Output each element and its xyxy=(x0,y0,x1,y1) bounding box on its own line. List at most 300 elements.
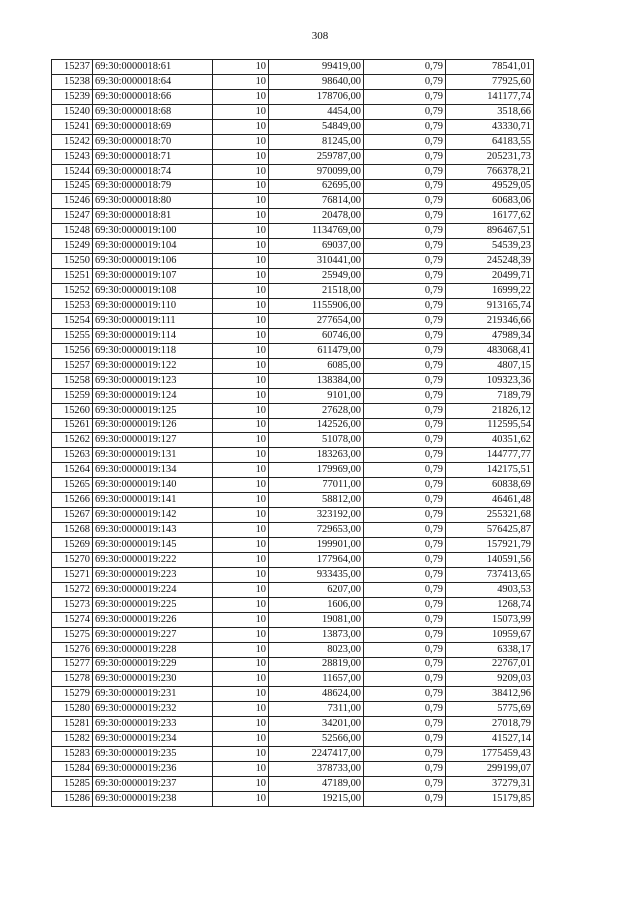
rate-cell: 0,79 xyxy=(364,508,446,523)
row-number-cell: 15266 xyxy=(52,493,93,508)
row-number-cell: 15270 xyxy=(52,552,93,567)
table-row xyxy=(52,642,534,657)
rate-cell: 0,79 xyxy=(364,313,446,328)
cadastral-number-cell: 69:30:0000019:222 xyxy=(93,552,213,567)
count-cell: 10 xyxy=(213,358,269,373)
count-cell: 10 xyxy=(213,284,269,299)
row-number-cell: 15246 xyxy=(52,194,93,209)
count-cell: 10 xyxy=(213,597,269,612)
row-number-cell: 15248 xyxy=(52,224,93,239)
row-number-cell: 15272 xyxy=(52,582,93,597)
value-cell: 43330,71 xyxy=(446,119,534,134)
area-cell: 729653,00 xyxy=(269,523,364,538)
table-row xyxy=(52,149,534,164)
row-number-cell: 15267 xyxy=(52,508,93,523)
value-cell: 10959,67 xyxy=(446,627,534,642)
count-cell: 10 xyxy=(213,732,269,747)
count-cell: 10 xyxy=(213,239,269,254)
count-cell: 10 xyxy=(213,627,269,642)
cadastral-number-cell: 69:30:0000018:69 xyxy=(93,119,213,134)
row-number-cell: 15247 xyxy=(52,209,93,224)
rate-cell: 0,79 xyxy=(364,328,446,343)
cadastral-number-cell: 69:30:0000019:232 xyxy=(93,702,213,717)
cadastral-number-cell: 69:30:0000018:81 xyxy=(93,209,213,224)
rate-cell: 0,79 xyxy=(364,194,446,209)
rate-cell: 0,79 xyxy=(364,104,446,119)
table-row xyxy=(52,224,534,239)
cadastral-number-cell: 69:30:0000019:123 xyxy=(93,373,213,388)
area-cell: 34201,00 xyxy=(269,717,364,732)
rate-cell: 0,79 xyxy=(364,299,446,314)
table-row xyxy=(52,60,534,75)
row-number-cell: 15238 xyxy=(52,74,93,89)
rate-cell: 0,79 xyxy=(364,89,446,104)
cadastral-number-cell: 69:30:0000019:111 xyxy=(93,313,213,328)
value-cell: 896467,51 xyxy=(446,224,534,239)
row-number-cell: 15274 xyxy=(52,612,93,627)
row-number-cell: 15239 xyxy=(52,89,93,104)
table-body xyxy=(52,60,534,807)
table-row xyxy=(52,239,534,254)
value-cell: 141177,74 xyxy=(446,89,534,104)
count-cell: 10 xyxy=(213,523,269,538)
value-cell: 9209,03 xyxy=(446,672,534,687)
table-row xyxy=(52,403,534,418)
row-number-cell: 15257 xyxy=(52,358,93,373)
area-cell: 142526,00 xyxy=(269,418,364,433)
count-cell: 10 xyxy=(213,269,269,284)
count-cell: 10 xyxy=(213,463,269,478)
count-cell: 10 xyxy=(213,702,269,717)
table-row xyxy=(52,478,534,493)
table-row xyxy=(52,254,534,269)
value-cell: 27018,79 xyxy=(446,717,534,732)
cadastral-number-cell: 69:30:0000019:225 xyxy=(93,597,213,612)
area-cell: 1606,00 xyxy=(269,597,364,612)
value-cell: 46461,48 xyxy=(446,493,534,508)
area-cell: 310441,00 xyxy=(269,254,364,269)
row-number-cell: 15286 xyxy=(52,791,93,806)
rate-cell: 0,79 xyxy=(364,493,446,508)
rate-cell: 0,79 xyxy=(364,747,446,762)
row-number-cell: 15284 xyxy=(52,762,93,777)
row-number-cell: 15240 xyxy=(52,104,93,119)
value-cell: 4903,53 xyxy=(446,582,534,597)
area-cell: 9101,00 xyxy=(269,388,364,403)
area-cell: 2247417,00 xyxy=(269,747,364,762)
rate-cell: 0,79 xyxy=(364,239,446,254)
value-cell: 1775459,43 xyxy=(446,747,534,762)
value-cell: 913165,74 xyxy=(446,299,534,314)
value-cell: 16177,62 xyxy=(446,209,534,224)
rate-cell: 0,79 xyxy=(364,612,446,627)
area-cell: 178706,00 xyxy=(269,89,364,104)
table-row xyxy=(52,448,534,463)
table-row xyxy=(52,672,534,687)
table-row xyxy=(52,373,534,388)
cadastral-number-cell: 69:30:0000018:64 xyxy=(93,74,213,89)
count-cell: 10 xyxy=(213,164,269,179)
value-cell: 22767,01 xyxy=(446,657,534,672)
value-cell: 16999,22 xyxy=(446,284,534,299)
table-row xyxy=(52,194,534,209)
value-cell: 60838,69 xyxy=(446,478,534,493)
cadastral-number-cell: 69:30:0000018:79 xyxy=(93,179,213,194)
rate-cell: 0,79 xyxy=(364,642,446,657)
page-number: 308 xyxy=(311,30,329,42)
value-cell: 112595,54 xyxy=(446,418,534,433)
table-row xyxy=(52,463,534,478)
count-cell: 10 xyxy=(213,657,269,672)
row-number-cell: 15245 xyxy=(52,179,93,194)
rate-cell: 0,79 xyxy=(364,358,446,373)
row-number-cell: 15256 xyxy=(52,343,93,358)
value-cell: 4807,15 xyxy=(446,358,534,373)
count-cell: 10 xyxy=(213,299,269,314)
value-cell: 3518,66 xyxy=(446,104,534,119)
value-cell: 205231,73 xyxy=(446,149,534,164)
count-cell: 10 xyxy=(213,74,269,89)
row-number-cell: 15268 xyxy=(52,523,93,538)
area-cell: 323192,00 xyxy=(269,508,364,523)
count-cell: 10 xyxy=(213,448,269,463)
rate-cell: 0,79 xyxy=(364,463,446,478)
count-cell: 10 xyxy=(213,313,269,328)
row-number-cell: 15281 xyxy=(52,717,93,732)
cadastral-number-cell: 69:30:0000019:107 xyxy=(93,269,213,284)
value-cell: 7189,79 xyxy=(446,388,534,403)
table-row xyxy=(52,717,534,732)
area-cell: 611479,00 xyxy=(269,343,364,358)
table-row xyxy=(52,433,534,448)
value-cell: 60683,06 xyxy=(446,194,534,209)
table-row xyxy=(52,508,534,523)
value-cell: 219346,66 xyxy=(446,313,534,328)
cadastral-number-cell: 69:30:0000019:227 xyxy=(93,627,213,642)
row-number-cell: 15277 xyxy=(52,657,93,672)
rate-cell: 0,79 xyxy=(364,269,446,284)
cadastral-number-cell: 69:30:0000019:237 xyxy=(93,777,213,792)
count-cell: 10 xyxy=(213,582,269,597)
table-row xyxy=(52,732,534,747)
value-cell: 255321,68 xyxy=(446,508,534,523)
area-cell: 54849,00 xyxy=(269,119,364,134)
cadastral-number-cell: 69:30:0000019:122 xyxy=(93,358,213,373)
area-cell: 179969,00 xyxy=(269,463,364,478)
area-cell: 21518,00 xyxy=(269,284,364,299)
row-number-cell: 15242 xyxy=(52,134,93,149)
area-cell: 183263,00 xyxy=(269,448,364,463)
count-cell: 10 xyxy=(213,60,269,75)
table-row xyxy=(52,209,534,224)
area-cell: 177964,00 xyxy=(269,552,364,567)
area-cell: 199901,00 xyxy=(269,538,364,553)
cadastral-number-cell: 69:30:0000019:235 xyxy=(93,747,213,762)
row-number-cell: 15254 xyxy=(52,313,93,328)
area-cell: 47189,00 xyxy=(269,777,364,792)
row-number-cell: 15261 xyxy=(52,418,93,433)
value-cell: 6338,17 xyxy=(446,642,534,657)
count-cell: 10 xyxy=(213,254,269,269)
count-cell: 10 xyxy=(213,433,269,448)
row-number-cell: 15253 xyxy=(52,299,93,314)
count-cell: 10 xyxy=(213,642,269,657)
count-cell: 10 xyxy=(213,89,269,104)
cadastral-number-cell: 69:30:0000019:124 xyxy=(93,388,213,403)
row-number-cell: 15279 xyxy=(52,687,93,702)
table-row xyxy=(52,74,534,89)
table-row xyxy=(52,702,534,717)
value-cell: 38412,96 xyxy=(446,687,534,702)
rate-cell: 0,79 xyxy=(364,119,446,134)
table-row xyxy=(52,164,534,179)
cadastral-number-cell: 69:30:0000019:140 xyxy=(93,478,213,493)
value-cell: 144777,77 xyxy=(446,448,534,463)
rate-cell: 0,79 xyxy=(364,433,446,448)
table-row xyxy=(52,328,534,343)
value-cell: 737413,65 xyxy=(446,567,534,582)
count-cell: 10 xyxy=(213,493,269,508)
row-number-cell: 15244 xyxy=(52,164,93,179)
cadastral-number-cell: 69:30:0000019:238 xyxy=(93,791,213,806)
count-cell: 10 xyxy=(213,777,269,792)
area-cell: 27628,00 xyxy=(269,403,364,418)
value-cell: 299199,07 xyxy=(446,762,534,777)
rate-cell: 0,79 xyxy=(364,791,446,806)
area-cell: 13873,00 xyxy=(269,627,364,642)
count-cell: 10 xyxy=(213,478,269,493)
cadastral-number-cell: 69:30:0000018:68 xyxy=(93,104,213,119)
area-cell: 69037,00 xyxy=(269,239,364,254)
rate-cell: 0,79 xyxy=(364,672,446,687)
rate-cell: 0,79 xyxy=(364,777,446,792)
value-cell: 15073,99 xyxy=(446,612,534,627)
value-cell: 78541,01 xyxy=(446,60,534,75)
cadastral-number-cell: 69:30:0000019:224 xyxy=(93,582,213,597)
cadastral-number-cell: 69:30:0000019:127 xyxy=(93,433,213,448)
row-number-cell: 15283 xyxy=(52,747,93,762)
cadastral-number-cell: 69:30:0000019:141 xyxy=(93,493,213,508)
table-row xyxy=(52,388,534,403)
area-cell: 277654,00 xyxy=(269,313,364,328)
cadastral-number-cell: 69:30:0000018:74 xyxy=(93,164,213,179)
value-cell: 140591,56 xyxy=(446,552,534,567)
count-cell: 10 xyxy=(213,612,269,627)
value-cell: 47989,34 xyxy=(446,328,534,343)
area-cell: 4454,00 xyxy=(269,104,364,119)
cadastral-number-cell: 69:30:0000019:226 xyxy=(93,612,213,627)
count-cell: 10 xyxy=(213,687,269,702)
area-cell: 60746,00 xyxy=(269,328,364,343)
area-cell: 48624,00 xyxy=(269,687,364,702)
table-row xyxy=(52,134,534,149)
cadastral-number-cell: 69:30:0000019:143 xyxy=(93,523,213,538)
rate-cell: 0,79 xyxy=(364,552,446,567)
cadastral-number-cell: 69:30:0000019:145 xyxy=(93,538,213,553)
count-cell: 10 xyxy=(213,104,269,119)
table-row xyxy=(52,418,534,433)
row-number-cell: 15255 xyxy=(52,328,93,343)
count-cell: 10 xyxy=(213,328,269,343)
table-row xyxy=(52,582,534,597)
area-cell: 933435,00 xyxy=(269,567,364,582)
rate-cell: 0,79 xyxy=(364,762,446,777)
table-row xyxy=(52,269,534,284)
cadastral-number-cell: 69:30:0000019:234 xyxy=(93,732,213,747)
rate-cell: 0,79 xyxy=(364,284,446,299)
value-cell: 109323,36 xyxy=(446,373,534,388)
value-cell: 54539,23 xyxy=(446,239,534,254)
table-row xyxy=(52,657,534,672)
rate-cell: 0,79 xyxy=(364,657,446,672)
data-table xyxy=(51,59,534,807)
area-cell: 62695,00 xyxy=(269,179,364,194)
cadastral-number-cell: 69:30:0000018:70 xyxy=(93,134,213,149)
count-cell: 10 xyxy=(213,373,269,388)
row-number-cell: 15250 xyxy=(52,254,93,269)
value-cell: 245248,39 xyxy=(446,254,534,269)
count-cell: 10 xyxy=(213,508,269,523)
row-number-cell: 15275 xyxy=(52,627,93,642)
rate-cell: 0,79 xyxy=(364,164,446,179)
rate-cell: 0,79 xyxy=(364,702,446,717)
area-cell: 81245,00 xyxy=(269,134,364,149)
count-cell: 10 xyxy=(213,538,269,553)
rate-cell: 0,79 xyxy=(364,343,446,358)
count-cell: 10 xyxy=(213,552,269,567)
count-cell: 10 xyxy=(213,343,269,358)
row-number-cell: 15258 xyxy=(52,373,93,388)
cadastral-number-cell: 69:30:0000019:142 xyxy=(93,508,213,523)
cadastral-number-cell: 69:30:0000019:118 xyxy=(93,343,213,358)
count-cell: 10 xyxy=(213,224,269,239)
count-cell: 10 xyxy=(213,209,269,224)
area-cell: 99419,00 xyxy=(269,60,364,75)
value-cell: 77925,60 xyxy=(446,74,534,89)
row-number-cell: 15271 xyxy=(52,567,93,582)
cadastral-number-cell: 69:30:0000019:125 xyxy=(93,403,213,418)
cadastral-number-cell: 69:30:0000019:228 xyxy=(93,642,213,657)
rate-cell: 0,79 xyxy=(364,523,446,538)
row-number-cell: 15243 xyxy=(52,149,93,164)
rate-cell: 0,79 xyxy=(364,717,446,732)
area-cell: 1155906,00 xyxy=(269,299,364,314)
table-row xyxy=(52,597,534,612)
rate-cell: 0,79 xyxy=(364,74,446,89)
cadastral-number-cell: 69:30:0000018:61 xyxy=(93,60,213,75)
rate-cell: 0,79 xyxy=(364,179,446,194)
cadastral-number-cell: 69:30:0000018:66 xyxy=(93,89,213,104)
rate-cell: 0,79 xyxy=(364,567,446,582)
rate-cell: 0,79 xyxy=(364,209,446,224)
row-number-cell: 15278 xyxy=(52,672,93,687)
cadastral-number-cell: 69:30:0000019:233 xyxy=(93,717,213,732)
area-cell: 8023,00 xyxy=(269,642,364,657)
rate-cell: 0,79 xyxy=(364,478,446,493)
count-cell: 10 xyxy=(213,717,269,732)
value-cell: 64183,55 xyxy=(446,134,534,149)
rate-cell: 0,79 xyxy=(364,254,446,269)
cadastral-number-cell: 69:30:0000019:134 xyxy=(93,463,213,478)
area-cell: 7311,00 xyxy=(269,702,364,717)
row-number-cell: 15259 xyxy=(52,388,93,403)
row-number-cell: 15263 xyxy=(52,448,93,463)
count-cell: 10 xyxy=(213,119,269,134)
value-cell: 483068,41 xyxy=(446,343,534,358)
value-cell: 142175,51 xyxy=(446,463,534,478)
area-cell: 11657,00 xyxy=(269,672,364,687)
area-cell: 76814,00 xyxy=(269,194,364,209)
area-cell: 259787,00 xyxy=(269,149,364,164)
value-cell: 766378,21 xyxy=(446,164,534,179)
row-number-cell: 15273 xyxy=(52,597,93,612)
cadastral-number-cell: 69:30:0000019:229 xyxy=(93,657,213,672)
count-cell: 10 xyxy=(213,762,269,777)
table-row xyxy=(52,343,534,358)
value-cell: 576425,87 xyxy=(446,523,534,538)
rate-cell: 0,79 xyxy=(364,224,446,239)
count-cell: 10 xyxy=(213,672,269,687)
count-cell: 10 xyxy=(213,567,269,582)
table-row xyxy=(52,777,534,792)
cadastral-number-cell: 69:30:0000019:100 xyxy=(93,224,213,239)
rate-cell: 0,79 xyxy=(364,732,446,747)
row-number-cell: 15265 xyxy=(52,478,93,493)
row-number-cell: 15280 xyxy=(52,702,93,717)
table-row xyxy=(52,552,534,567)
area-cell: 20478,00 xyxy=(269,209,364,224)
cadastral-number-cell: 69:30:0000018:80 xyxy=(93,194,213,209)
table-row xyxy=(52,687,534,702)
table-row xyxy=(52,762,534,777)
area-cell: 51078,00 xyxy=(269,433,364,448)
value-cell: 41527,14 xyxy=(446,732,534,747)
rate-cell: 0,79 xyxy=(364,373,446,388)
table-row xyxy=(52,747,534,762)
cadastral-number-cell: 69:30:0000019:114 xyxy=(93,328,213,343)
cadastral-number-cell: 69:30:0000019:106 xyxy=(93,254,213,269)
area-cell: 970099,00 xyxy=(269,164,364,179)
row-number-cell: 15269 xyxy=(52,538,93,553)
table-row xyxy=(52,179,534,194)
value-cell: 1268,74 xyxy=(446,597,534,612)
area-cell: 52566,00 xyxy=(269,732,364,747)
cadastral-number-cell: 69:30:0000019:110 xyxy=(93,299,213,314)
count-cell: 10 xyxy=(213,179,269,194)
count-cell: 10 xyxy=(213,134,269,149)
cadastral-number-cell: 69:30:0000018:71 xyxy=(93,149,213,164)
count-cell: 10 xyxy=(213,388,269,403)
area-cell: 25949,00 xyxy=(269,269,364,284)
area-cell: 19215,00 xyxy=(269,791,364,806)
value-cell: 21826,12 xyxy=(446,403,534,418)
value-cell: 20499,71 xyxy=(446,269,534,284)
cadastral-number-cell: 69:30:0000019:126 xyxy=(93,418,213,433)
row-number-cell: 15282 xyxy=(52,732,93,747)
value-cell: 40351,62 xyxy=(446,433,534,448)
value-cell: 37279,31 xyxy=(446,777,534,792)
value-cell: 5775,69 xyxy=(446,702,534,717)
row-number-cell: 15237 xyxy=(52,60,93,75)
area-cell: 6085,00 xyxy=(269,358,364,373)
table-row xyxy=(52,119,534,134)
table-row xyxy=(52,612,534,627)
rate-cell: 0,79 xyxy=(364,403,446,418)
rate-cell: 0,79 xyxy=(364,627,446,642)
row-number-cell: 15285 xyxy=(52,777,93,792)
count-cell: 10 xyxy=(213,418,269,433)
row-number-cell: 15251 xyxy=(52,269,93,284)
